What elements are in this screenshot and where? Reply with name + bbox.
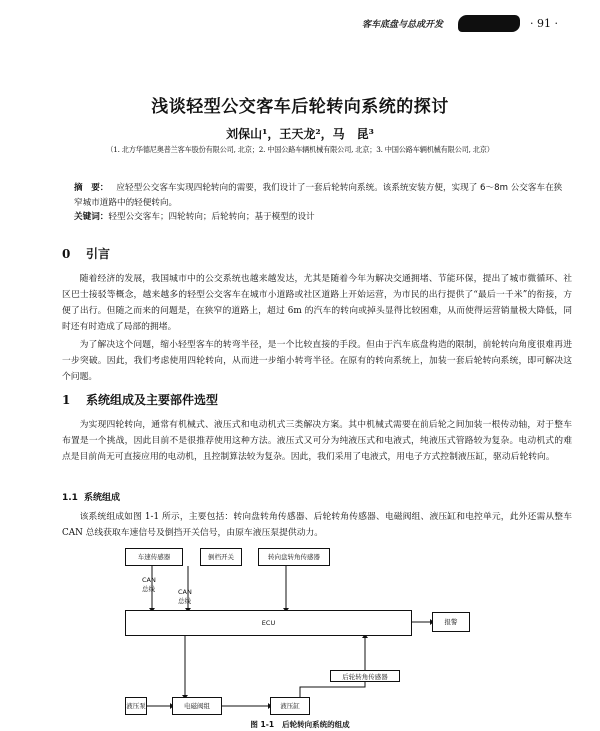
hydraulic-cylinder-label: 液压缸 xyxy=(280,702,300,710)
page-number: · 91 · xyxy=(530,17,558,30)
rear-wheel-sensor-box xyxy=(330,670,400,682)
reverse-switch-box xyxy=(200,548,242,566)
subsection-title: 系统组成 xyxy=(84,493,121,503)
running-header xyxy=(330,14,580,34)
subsection-paragraph: 该系统组成如图 1-1 所示，主要包括：转向盘转角传感器、后轮转角传感器、电磁阀组、液压缸和电控单元，此外还需从整车 CAN 总线获取车速信号及倒挡开关信号，由原车液压泵提供动力。 xyxy=(62,512,572,538)
keywords xyxy=(74,210,568,222)
affiliations: （1. 北方华德尼奥普兰客车股份有限公司, 北京；2. 中国公路车辆机械有限公司, 北京；3. 中国公路车辆机械有限公司, 北京） xyxy=(106,145,494,154)
intro-paragraph-1: 随着经济的发展，我国城市中的公交系统也越来越发达，尤其是随着今年为解决交通拥堵、节能环保，提出了城市微循环、社区巴士接驳等概念，越来越多的轻型公交客车在城市小道路或社区道路上开始运营，为市民的出行提供了“最后一千米”的衔接，方便了出行。但随之而来的问题是，在狭窄的道路上，超过 6m 的汽车的转向或掉头显得比较困难，从而使得运营销量极大降低，同时还有时造成了局部的拥堵。 xyxy=(62,274,572,332)
subsection-number: 1.1 xyxy=(62,493,78,503)
keywords-label: 关键词： xyxy=(74,212,109,222)
paper-title: 浅谈轻型公交客车后轮转向系统的探讨 xyxy=(151,97,449,117)
ecu-label: ECU xyxy=(261,619,276,627)
section-title: 引言 xyxy=(86,247,111,261)
rear-wheel-sensor-label: 后轮转角传感器 xyxy=(342,673,388,681)
subsection-heading xyxy=(62,490,120,503)
abstract-text: 应轻型公交客车实现四轮转向的需要，我们设计了一套后轮转向系统。该系统安装方便，实现了 6～8m 公交客车在狭窄城市道路中的轻便转向。 xyxy=(74,183,563,208)
ink-blot xyxy=(458,15,520,32)
solenoid-valve-label: 电磁阀组 xyxy=(184,702,210,710)
section-number: 0 xyxy=(62,247,71,261)
warning-label: 报警 xyxy=(444,618,458,626)
figure-number: 图 1-1 xyxy=(250,720,275,729)
can-bus-label-2: CAN总线 xyxy=(178,588,192,605)
warning-box xyxy=(432,612,470,632)
hydraulic-cylinder-box xyxy=(270,697,310,715)
vehicle-speed-sensor-label: 车速传感器 xyxy=(137,553,171,561)
section-heading-intro xyxy=(62,245,110,262)
steering-angle-sensor-box xyxy=(258,548,330,566)
hydraulic-pump-box xyxy=(125,697,147,715)
section-heading-components xyxy=(62,391,218,408)
figure-caption xyxy=(0,719,600,730)
solenoid-valve-box xyxy=(172,697,222,715)
can-bus-label-1: CAN总线 xyxy=(142,576,156,593)
section-number: 1 xyxy=(62,393,71,407)
components-paragraph: 为实现四轮转向，通常有机械式、液压式和电动机式三类解决方案。其中机械式需要在前后轮之间加装一根传动轴，对于整车布置是一个挑战，因此目前不是很推荐使用这种方法。液压式又可分为纯液压式和电液式，纯液压式管路较为复杂。电动机式的难点是目前尚无可直接应用的电动机，且控制算法较为复杂。因此，我们采用了电液式，用电子方式控制液压缸，驱动后轮转向。 xyxy=(62,420,572,462)
abstract-label: 摘 要： xyxy=(74,183,109,193)
keywords-text: 轻型公交客车；四轮转向；后轮转向；基于模型的设计 xyxy=(108,212,315,222)
abstract xyxy=(74,181,568,211)
journal-name: 客车底盘与总成开发 xyxy=(362,20,444,30)
vehicle-speed-sensor-box xyxy=(125,548,183,566)
intro-paragraph-2: 为了解决这个问题，缩小轻型客车的转弯半径，是一个比较直接的手段。但由于汽车底盘构造的限制，前轮转向角度很难再进一步突破。因此，我们考虑使用四轮转向，从而进一步缩小转弯半径。在原有的转向系统上，加装一套后轮转向系统，即可解决这个问题。 xyxy=(62,340,572,382)
authors: 刘保山¹，王天龙²，马 昆³ xyxy=(226,127,374,141)
reverse-switch-label: 倒档开关 xyxy=(208,553,234,561)
connector-cylinder-rear-sensor xyxy=(300,682,365,697)
section-title: 系统组成及主要部件选型 xyxy=(86,393,219,407)
figure-caption-text: 后轮转向系统的组成 xyxy=(282,720,350,729)
hydraulic-pump-label: 液压泵 xyxy=(126,702,146,710)
ecu-box xyxy=(125,610,412,636)
steering-angle-sensor-label: 转向盘转角传感器 xyxy=(268,553,320,561)
